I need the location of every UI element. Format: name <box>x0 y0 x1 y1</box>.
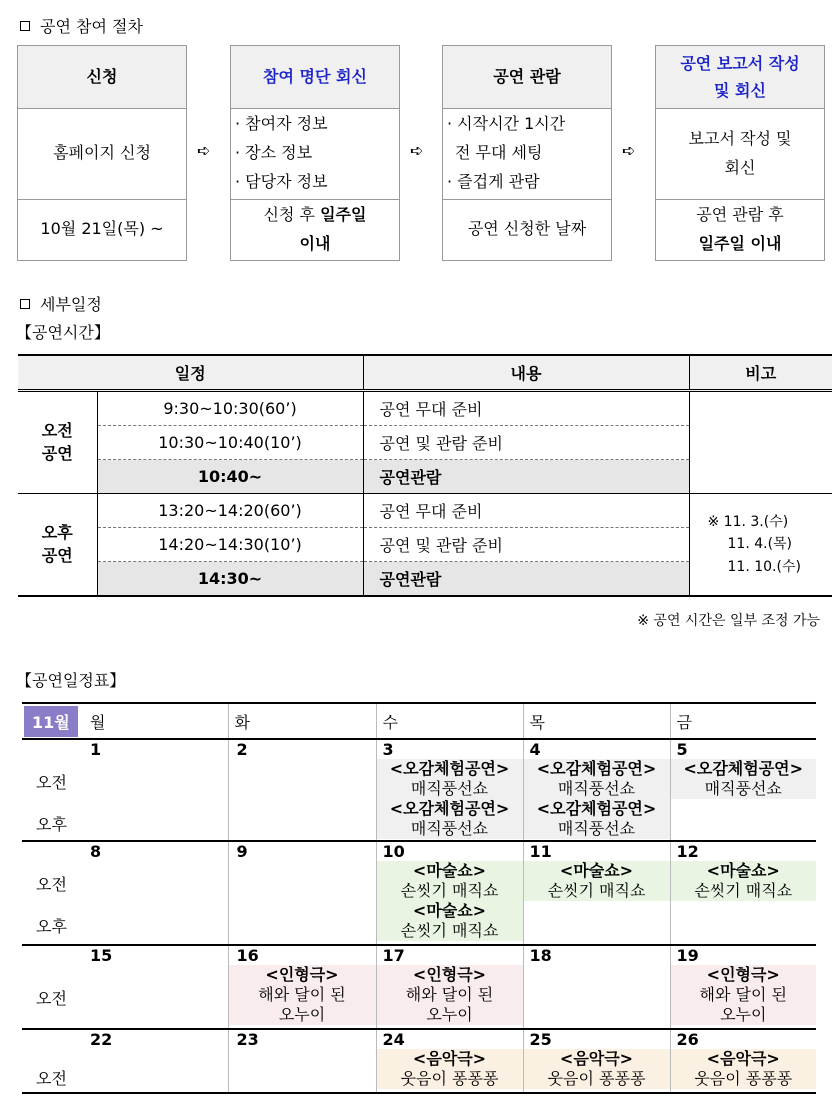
event-title: <오감체험공연> <box>389 799 510 818</box>
pm-label: 오후 <box>36 815 67 834</box>
date-number: 26 <box>676 1030 699 1049</box>
step-roster <box>230 45 400 261</box>
deadline-line1: 공연 관람 후 <box>696 204 784 224</box>
content-cell: 공연 및 관람 준비 <box>363 426 689 460</box>
date-cell <box>376 739 523 841</box>
step-header <box>656 46 824 109</box>
content-cell-highlight: 공연관람 <box>363 460 689 494</box>
date-cell <box>523 739 670 841</box>
event-name: 해와 달이 된 <box>699 985 787 1004</box>
am-label: 오전 <box>36 1069 67 1088</box>
time-subtitle: 【공연시간】 <box>16 323 110 342</box>
procedure-title: 공연 참여 절차 <box>40 17 143 36</box>
event-title: <인형극> <box>706 965 780 984</box>
day-header-mon: 월 <box>90 712 106 732</box>
content-cell: 공연 및 관람 준비 <box>363 528 689 562</box>
header-content: 내용 <box>363 355 689 391</box>
pm-group-label <box>18 494 97 597</box>
ampm-cell <box>22 739 82 841</box>
calendar-subtitle: 【공연일정표】 <box>16 671 126 690</box>
event-title: <오감체험공연> <box>389 759 510 778</box>
header-note: 비고 <box>689 355 832 391</box>
detail-line: 보고서 작성 및 <box>688 128 792 148</box>
event-name: 해와 달이 된 <box>258 985 346 1004</box>
detail-line: · 참여자 정보 <box>235 114 328 134</box>
event-name: 오누이 <box>720 1005 767 1024</box>
header-line: 공연 보고서 작성 <box>680 53 800 73</box>
date-cell <box>82 945 228 1029</box>
note-cell <box>689 494 832 597</box>
time-cell-highlight: 10:40~ <box>97 460 363 494</box>
detail-line: · 담당자 정보 <box>235 171 328 191</box>
date-number: 18 <box>529 946 552 965</box>
step-date: 10월 21일(목) ~ <box>40 219 164 239</box>
event-magic-am <box>377 861 523 901</box>
day-header-wed: 수 <box>376 703 523 739</box>
day-header-fri: 금 <box>670 703 816 739</box>
step-deadline <box>231 199 399 260</box>
arrow-right-icon: ➪ <box>197 141 211 160</box>
date-cell <box>523 945 670 1029</box>
event-title: <마술쇼> <box>412 901 487 920</box>
event-name: 해와 달이 된 <box>405 985 494 1004</box>
ampm-cell <box>22 841 82 945</box>
event-music-am <box>671 1049 817 1089</box>
event-name: 웃음이 퐁퐁퐁 <box>694 1069 793 1088</box>
note-line: ※ 11. 3.(수) <box>707 513 789 530</box>
step-report <box>655 45 825 261</box>
step-date: 공연 신청한 날짜 <box>467 219 587 239</box>
date-cell <box>376 1029 523 1093</box>
event-name: 웃음이 퐁퐁퐁 <box>400 1069 499 1088</box>
date-number: 23 <box>236 1030 259 1049</box>
event-name: 매직풍선쇼 <box>557 819 636 838</box>
date-number: 10 <box>382 842 405 861</box>
day-header-tue: 화 <box>228 703 376 739</box>
date-cell <box>376 841 523 945</box>
event-name: 매직풍선쇼 <box>557 779 636 798</box>
date-number: 8 <box>90 842 102 861</box>
deadline-line2: 일주일 이내 <box>698 233 782 253</box>
event-magic-pm <box>377 901 523 941</box>
event-title: <인형극> <box>265 965 339 984</box>
date-cell <box>523 841 670 945</box>
date-cell <box>523 1029 670 1093</box>
event-name: 매직풍선쇼 <box>410 819 489 838</box>
event-magic-am <box>524 861 670 901</box>
event-sense-am <box>377 759 523 799</box>
event-name: 오누이 <box>278 1005 326 1024</box>
event-puppet-am <box>671 965 817 1025</box>
pm-label: 오후 <box>36 917 67 936</box>
event-name: 매직풍선쇼 <box>704 779 782 798</box>
date-number: 22 <box>90 1030 113 1049</box>
deadline-line2: 이내 <box>299 233 331 253</box>
ampm-cell <box>22 1029 82 1093</box>
event-title: <인형극> <box>412 965 487 984</box>
am-group-label <box>18 391 97 494</box>
date-number: 9 <box>236 842 248 861</box>
event-name: 매직풍선쇼 <box>410 779 489 798</box>
step-detail <box>656 108 824 200</box>
step-watch <box>442 45 612 261</box>
date-number: 17 <box>382 946 405 965</box>
date-number: 11 <box>529 842 552 861</box>
content-cell-highlight: 공연관람 <box>363 562 689 597</box>
calendar-table <box>22 702 816 1094</box>
event-title: <마술쇼> <box>412 861 487 880</box>
square-bullet-icon <box>20 299 30 309</box>
event-magic-am <box>671 861 817 901</box>
event-title: <오감체험공연> <box>536 799 657 818</box>
arrow-right-icon: ➪ <box>622 141 636 160</box>
date-number: 4 <box>529 740 541 759</box>
event-title: <음악극> <box>559 1049 634 1068</box>
day-header-thu: 목 <box>523 703 670 739</box>
label-line: 공연 <box>41 443 73 463</box>
step-deadline <box>656 199 824 260</box>
event-title: <마술쇼> <box>559 861 634 880</box>
am-label: 오전 <box>36 773 67 792</box>
date-cell <box>228 1029 376 1093</box>
detail-line: 전 무대 세팅 <box>455 143 543 163</box>
event-sense-pm <box>377 799 523 839</box>
date-cell <box>670 841 816 945</box>
date-number: 19 <box>676 946 699 965</box>
time-cell: 14:20~14:30(10’) <box>97 528 363 562</box>
date-number: 25 <box>529 1030 552 1049</box>
content-cell: 공연 무대 준비 <box>363 391 689 426</box>
label-line: 오전 <box>41 421 73 441</box>
date-number: 1 <box>90 740 102 759</box>
detail-heading <box>20 292 102 315</box>
date-number: 24 <box>382 1030 405 1049</box>
detail-line: 회신 <box>724 157 756 177</box>
label-line: 공연 <box>41 545 73 565</box>
step-header: 신청 <box>18 46 186 109</box>
event-sense-pm <box>524 799 670 839</box>
procedure-heading <box>20 14 143 37</box>
event-sense-am <box>671 759 817 799</box>
event-music-am <box>377 1049 523 1089</box>
date-number: 5 <box>676 740 688 759</box>
deadline-bold: 일주일 <box>320 204 367 224</box>
date-cell <box>376 945 523 1029</box>
detail-line: · 시작시간 1시간 <box>447 114 566 134</box>
content-cell: 공연 무대 준비 <box>363 494 689 528</box>
date-number: 12 <box>676 842 699 861</box>
date-cell <box>82 841 228 945</box>
event-name: 손씻기 매직쇼 <box>400 921 499 940</box>
step-header: 공연 관람 <box>443 46 611 109</box>
date-cell <box>82 739 228 841</box>
detail-title: 세부일정 <box>40 295 102 314</box>
date-cell <box>228 841 376 945</box>
am-label: 오전 <box>36 989 67 1008</box>
time-cell: 9:30~10:30(60’) <box>97 391 363 426</box>
event-puppet-am <box>229 965 376 1025</box>
step-detail <box>443 108 611 200</box>
header-schedule: 일정 <box>18 355 363 391</box>
footnote: ※ 공연 시간은 일부 조정 가능 <box>637 613 820 629</box>
date-cell <box>670 739 816 841</box>
date-cell <box>82 1029 228 1093</box>
event-sense-am <box>524 759 670 799</box>
note-line: 11. 10.(수) <box>727 558 801 575</box>
event-music-am <box>524 1049 670 1089</box>
time-cell-highlight: 14:30~ <box>97 562 363 597</box>
note-line: 11. 4.(목) <box>727 536 793 553</box>
event-name: 웃음이 퐁퐁퐁 <box>547 1069 646 1088</box>
event-title: <마술쇼> <box>706 861 780 880</box>
ampm-cell <box>22 945 82 1029</box>
date-cell <box>228 739 376 841</box>
arrow-right-icon: ➪ <box>410 141 424 160</box>
event-title: <음악극> <box>706 1049 780 1068</box>
event-name: 손씻기 매직쇼 <box>400 881 499 900</box>
date-number: 3 <box>382 740 394 759</box>
event-puppet-am <box>377 965 523 1025</box>
event-title: <음악극> <box>412 1049 487 1068</box>
date-cell <box>670 945 816 1029</box>
time-cell: 10:30~10:40(10’) <box>97 426 363 460</box>
month-badge: 11월 <box>24 706 78 737</box>
deadline-text: 신청 후 <box>263 204 321 224</box>
date-number: 2 <box>236 740 248 759</box>
event-title: <오감체험공연> <box>536 759 657 778</box>
step-detail <box>231 108 399 200</box>
event-name: 오누이 <box>426 1005 473 1024</box>
step-header: 참여 명단 회신 <box>231 46 399 109</box>
event-name: 손씻기 매직쇼 <box>547 881 646 900</box>
event-name: 손씻기 매직쇼 <box>694 881 793 900</box>
event-title: <오감체험공연> <box>683 759 804 778</box>
date-cell <box>670 1029 816 1093</box>
date-number: 15 <box>90 946 113 965</box>
time-cell: 13:20~14:20(60’) <box>97 494 363 528</box>
am-label: 오전 <box>36 875 67 894</box>
date-cell <box>228 945 376 1029</box>
schedule-table <box>18 354 832 597</box>
header-line: 및 회신 <box>714 81 766 100</box>
label-line: 오후 <box>41 523 73 543</box>
detail-line: · 장소 정보 <box>235 143 313 163</box>
month-cell <box>22 703 82 739</box>
detail-line: · 즐겁게 관람 <box>447 171 540 191</box>
square-bullet-icon <box>20 21 30 31</box>
step-detail: 홈페이지 신청 <box>18 108 186 200</box>
date-number: 16 <box>236 946 259 965</box>
step-apply <box>17 45 187 261</box>
note-cell-empty <box>689 391 832 494</box>
